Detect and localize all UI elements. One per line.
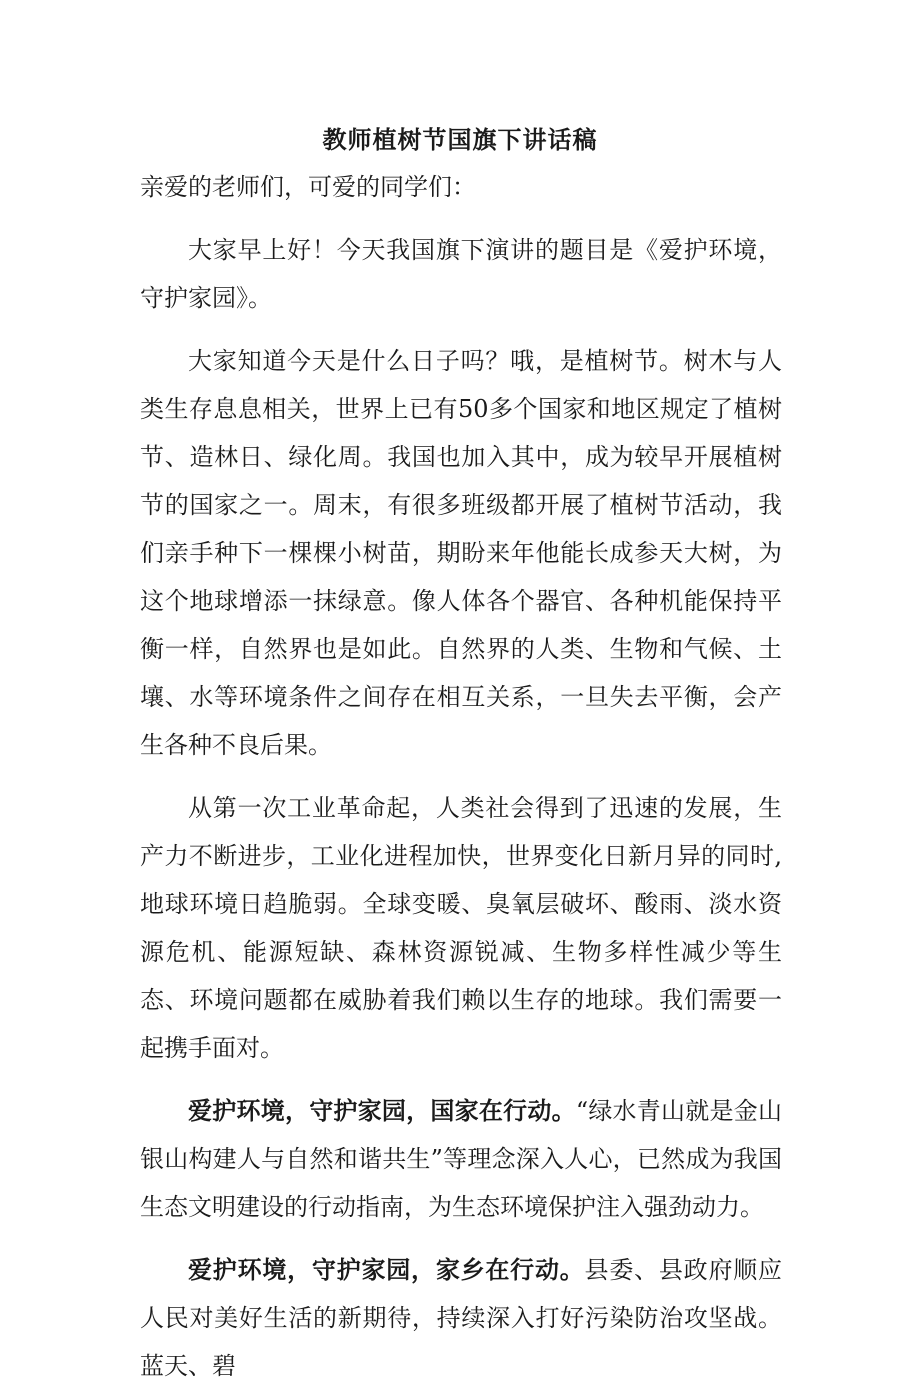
paragraph-text: 大家知道今天是什么日子吗？哦，是植树节。树木与人类生存息息相关，世界上已有50多个国家和地区规定了植树节、造林日、绿化周。我国也加入其中，成为较早开展植树节的国家之一。周末，有很多班级都开展了植树节活动，我们亲手种下一棵棵小树苗，期盼来年他能长成参天大树，为这个地球增添一抹绿意。像人体各个器官、各种机能保持平衡一样，自然界也是如此。自然界的人类、生物和气候、土壤、水等环境条件之间存在相互关系，一旦失去平衡，会产生各种不良后果。 [140,347,782,759]
paragraph-industrial-revolution [140,784,782,1072]
paragraph-text: “绿水青山就是金山银山构建人与自然和谐共生”等理念深入人心，已然成为我国生态文明建设的行动指南，为生态环境保护注入强劲动力。 [140,1097,782,1221]
paragraph-lead-bold: 爱护环境，守护家园，国家在行动。 [188,1096,576,1125]
document-title: 教师植树节国旗下讲话稿 [322,125,598,154]
paragraph-greeting [140,226,782,322]
document-body [140,163,782,1390]
paragraph-hometown-action [140,1246,782,1390]
paragraph-country-action [140,1087,782,1231]
paragraph-text: 从第一次工业革命起，人类社会得到了迅速的发展，生产力不断进步，工业化进程加快，世界变化日新月异的同时,地球环境日趋脆弱。全球变暖、臭氧层破坏、酸雨、淡水资源危机、能源短缺、森林资源锐减、生物多样性减少等生态、环境问题都在威胁着我们赖以生存的地球。我们需要一起携手面对。 [140,794,782,1062]
paragraph-lead-bold: 爱护环境，守护家园，家乡在行动。 [188,1255,585,1284]
paragraph-text: 大家早上好！今天我国旗下演讲的题目是《爱护环境，守护家园》。 [140,236,782,312]
paragraph-text: 县委、县政府顺应人民对美好生活的新期待，持续深入打好污染防治攻坚战。蓝天、碧 [140,1256,783,1380]
salutation: 亲爱的老师们，可爱的同学们： [140,173,476,201]
paragraph-arbor-day [140,337,782,769]
